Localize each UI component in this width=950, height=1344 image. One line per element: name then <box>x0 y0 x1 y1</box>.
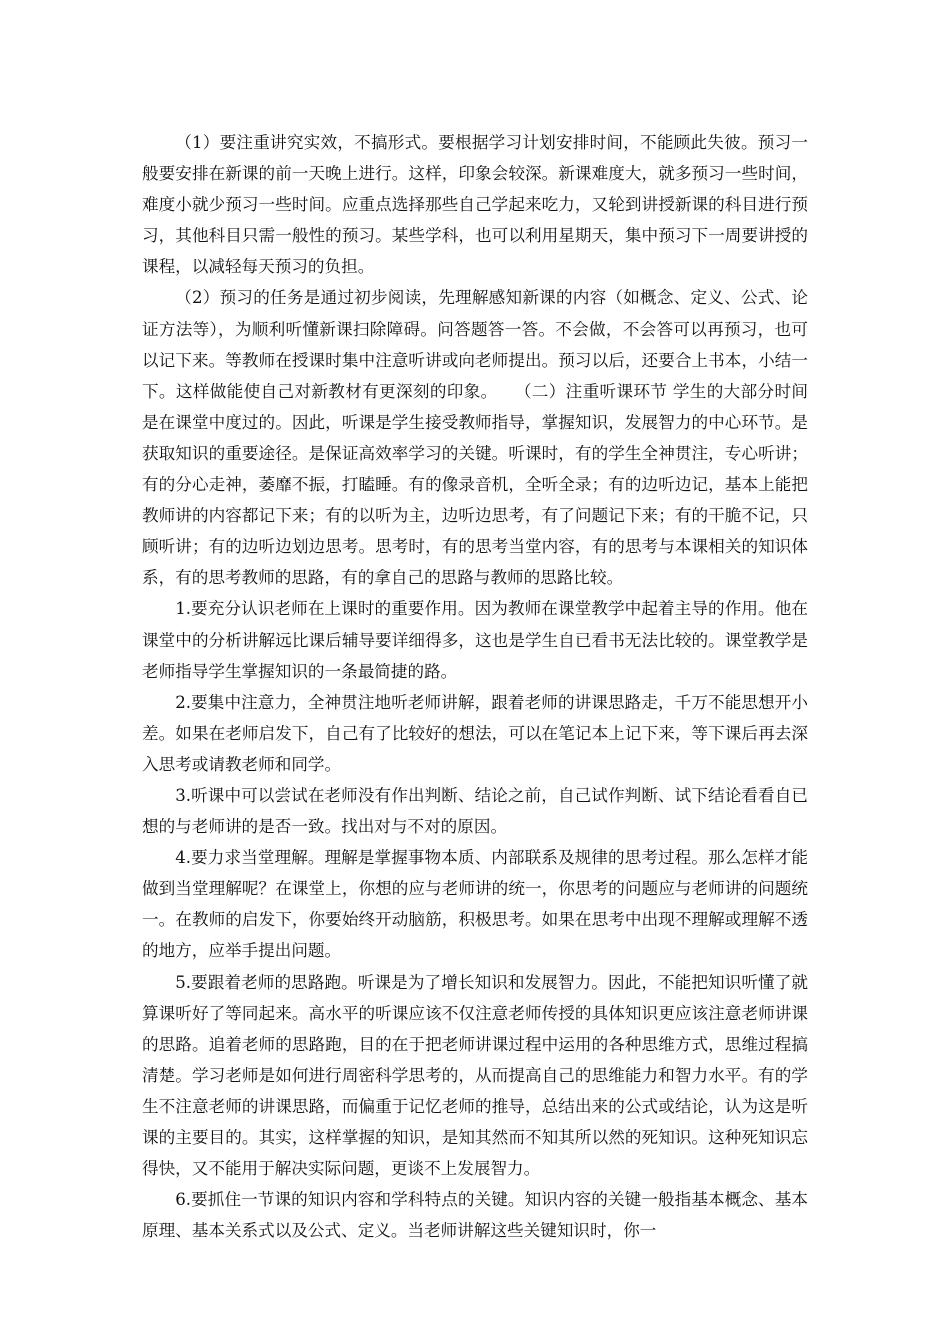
paragraph-point-4: 4.要力求当堂理解。理解是掌握事物本质、内部联系及规律的思考过程。那么怎样才能做到当堂理解呢？在课堂上，你想的应与老师讲的统一，你思考的问题应与老师讲的问题统一。在教师的启发下，你要始终开动脑筋，积极思考。如果在思考中出现不理解或理解不透的地方，应举手提出问题。 <box>142 848 808 961</box>
paragraph-point-2: 2.要集中注意力，全神贯注地听老师讲解，跟着老师的讲课思路走，千万不能思想开小差。如果在老师启发下，自己有了比较好的想法，可以在笔记本上记下来，等下课后再去深入思考或请教老师和同学。 <box>142 692 808 774</box>
paragraph-point-5: 5.要跟着老师的思路跑。听课是为了增长知识和发展智力。因此，不能把知识听懂了就算课听好了等同起来。高水平的听课应该不仅注意老师传授的具体知识更应该注意老师讲课的思路。追着老师的思路跑，目的在于把老师讲课过程中运用的各种思维方式，思维过程搞清楚。学习老师是如何进行周密科学思考的，从而提高自己的思维能力和智力水平。有的学生不注意老师的讲课思路，而偏重于记忆老师的推导，总结出来的公式或结论，认为这是听课的主要目的。其实，这样掌握的知识，是知其然而不知其所以然的死知识。这种死知识忘得快，又不能用于解决实际问题，更谈不上发展智力。 <box>142 972 808 1179</box>
document-body <box>142 127 808 1246</box>
paragraph-point-6: 6.要抓住一节课的知识内容和学科特点的关键。知识内容的关键一般指基本概念、基本原理、基本关系式以及公式、定义。当老师讲解这些关键知识时，你一 <box>142 1190 808 1241</box>
paragraph-preview-2-listening: （2）预习的任务是通过初步阅读，先理解感知新课的内容（如概念、定义、公式、论证方法等），为顺利听懂新课扫除障碍。问答题答一答。不会做，不会答可以再预习，也可以记下来。等教师在授课时集中注意听讲或向老师提出。预习以后，还要合上书本，小结一下。这样做能使自己对新教材有更深刻的印象。 （二）注重听课环节 学生的大部分时间是在课堂中度过的。因此，听课是学生接受教师指导，掌握知识，发展智力的中心环节。是获取知识的重要途径。是保证高效率学习的关键。听课时，有的学生全神贯注，专心听讲；有的分心走神，萎靡不振，打瞌睡。有的像录音机，全听全录；有的边听边记，基本上能把教师讲的内容都记下来；有的以听为主，边听边思考，有了问题记下来；有的干脆不记，只顾听讲；有的边听边划边思考。思考时，有的思考当堂内容，有的思考与本课相关的知识体系，有的思考教师的思路，有的拿自己的思路与教师的思路比较。 <box>142 288 808 588</box>
paragraph-point-1: 1.要充分认识老师在上课时的重要作用。因为教师在课堂教学中起着主导的作用。他在课堂中的分析讲解远比课后辅导要详细得多，这也是学生自已看书无法比较的。课堂教学是老师指导学生掌握知识的一条最简捷的路。 <box>142 599 808 681</box>
paragraph-point-3: 3.听课中可以尝试在老师没有作出判断、结论之前，自己试作判断、试下结论看看自已想的与老师讲的是否一致。找出对与不对的原因。 <box>142 785 808 837</box>
paragraph-preview-1: （1）要注重讲究实效，不搞形式。要根据学习计划安排时间，不能顾此失彼。预习一般要安排在新课的前一天晚上进行。这样，印象会较深。新课难度大，就多预习一些时间，难度小就少预习一些时间。应重点选择那些自己学起来吃力，又轮到讲授新课的科目进行预习，其他科目只需一般性的预习。某些学科，也可以利用星期天，集中预习下一周要讲授的课程，以减轻每天预习的负担。 <box>142 133 808 277</box>
